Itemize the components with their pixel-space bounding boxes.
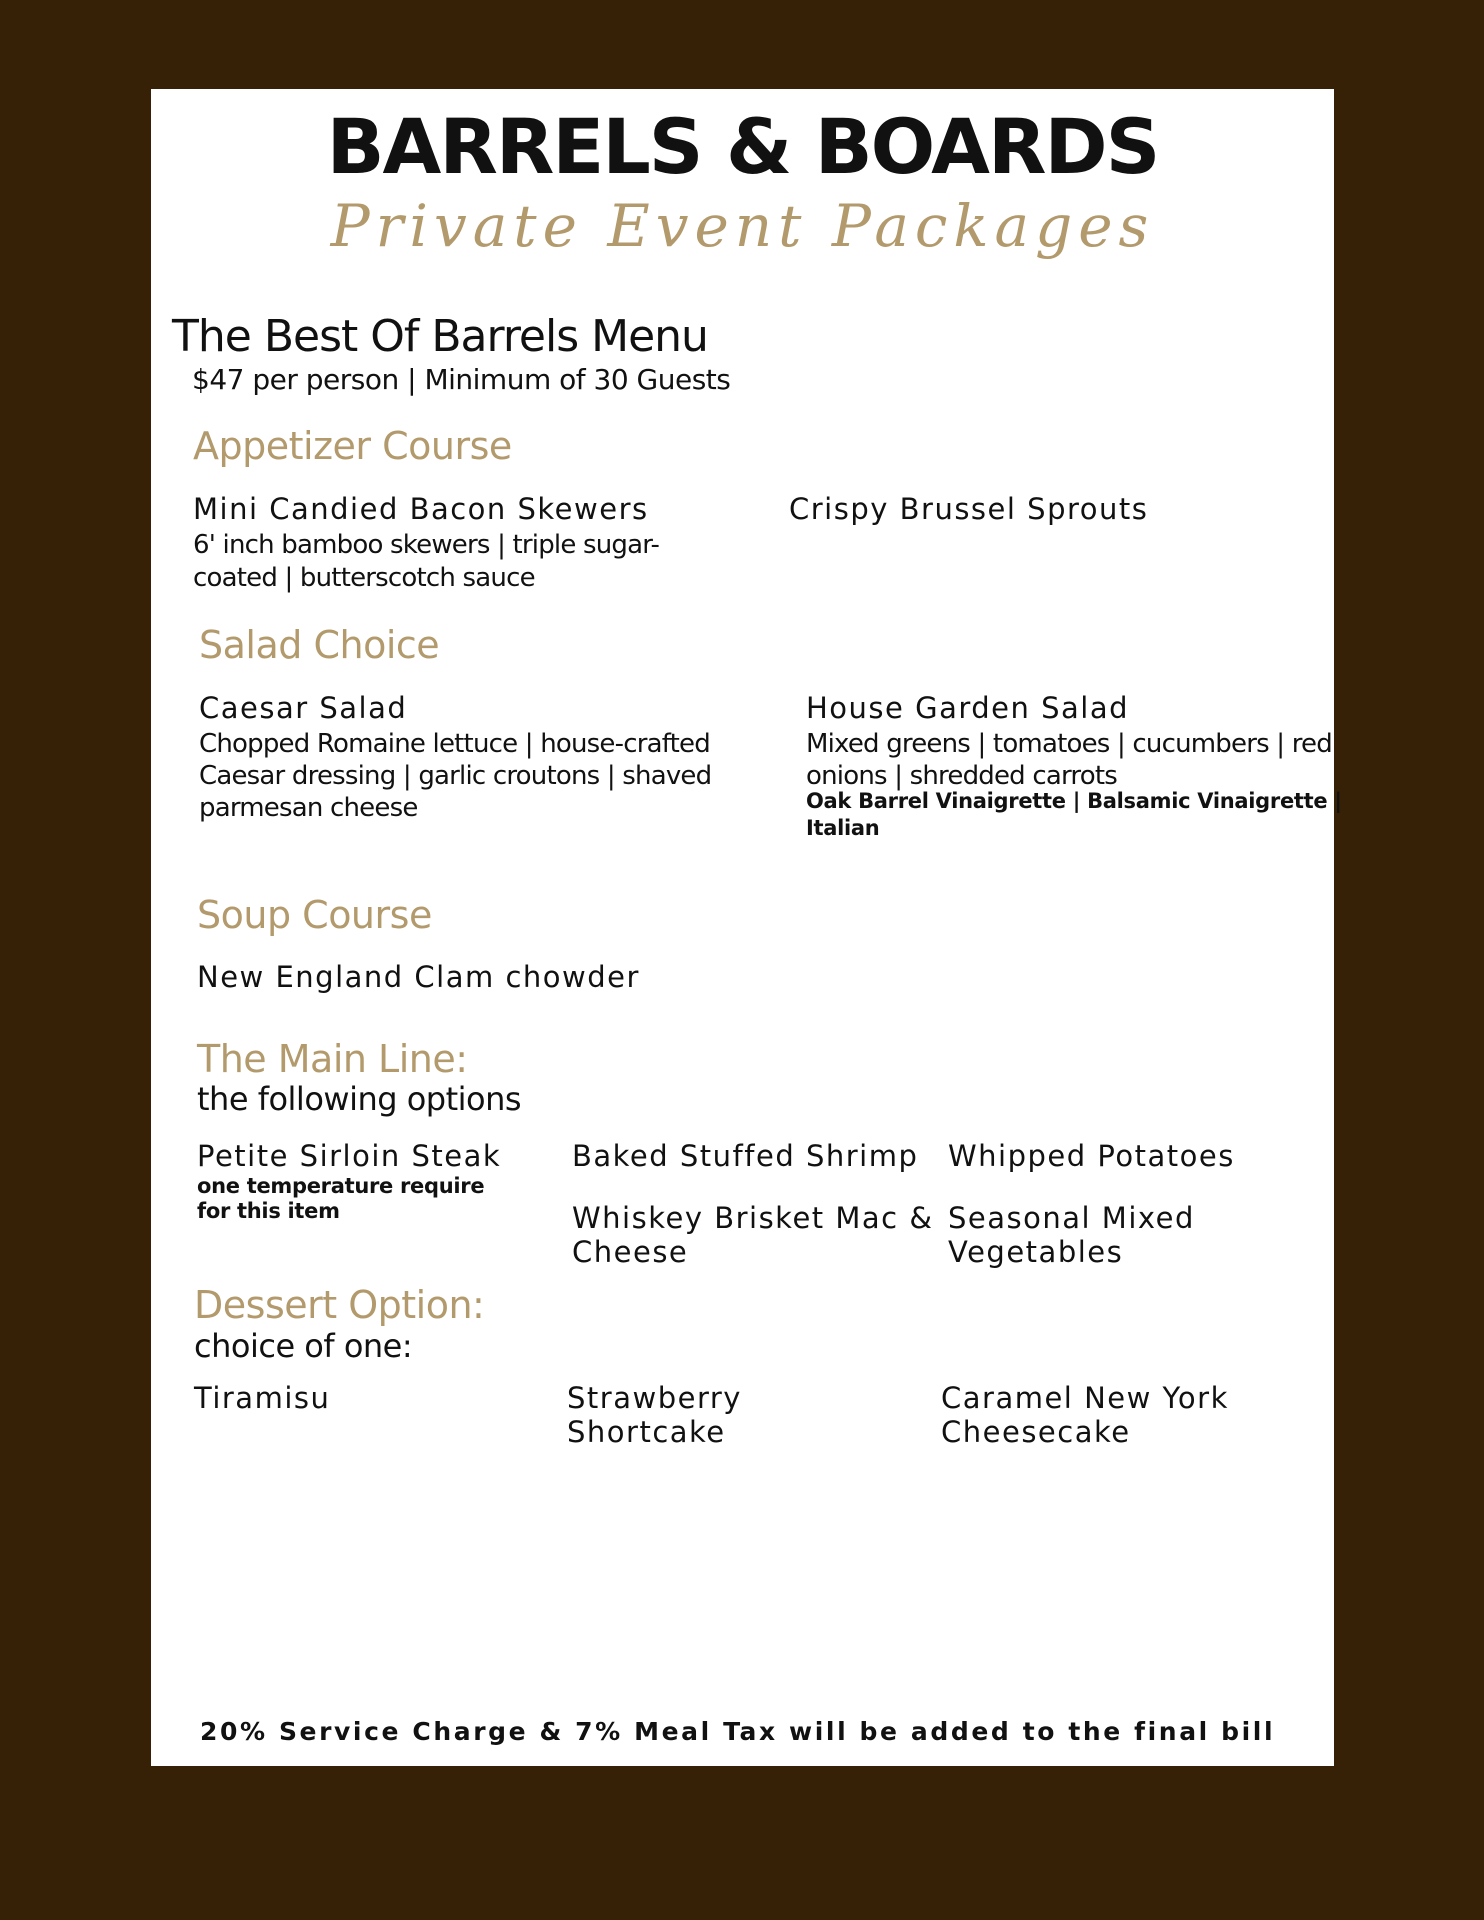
appetizer-item-bacon: Mini Candied Bacon Skewers	[193, 492, 649, 526]
main-item-steak: Petite Sirloin Steak	[197, 1139, 502, 1173]
dessert-item-tiramisu: Tiramisu	[194, 1381, 331, 1415]
menu-title: The Best Of Barrels Menu	[172, 311, 708, 362]
tagline: Private Event Packages	[330, 192, 1155, 260]
dessert-item-shortcake-1: Strawberry	[567, 1381, 742, 1415]
dessert-heading: Dessert Option:	[194, 1283, 485, 1327]
caesar-desc-1: Chopped Romaine lettuce | house-crafted	[199, 729, 710, 759]
service-charge-note: 20% Service Charge & 7% Meal Tax will be added to the final bill	[200, 1717, 1276, 1746]
garden-dressings-1: Oak Barrel Vinaigrette | Balsamic Vinaigrette |	[806, 789, 1342, 813]
main-item-mac-2: Cheese	[572, 1235, 689, 1269]
main-item-veg-2: Vegetables	[948, 1235, 1124, 1269]
soup-item: New England Clam chowder	[197, 960, 640, 994]
garden-desc-1: Mixed greens | tomatoes | cucumbers | red	[806, 729, 1332, 759]
menu-price-line: $47 per person | Minimum of 30 Guests	[192, 363, 731, 396]
dessert-item-cheesecake-1: Caramel New York	[941, 1381, 1229, 1415]
appetizer-bacon-desc-1: 6' inch bamboo skewers | triple sugar-	[193, 530, 660, 560]
garden-dressings-2: Italian	[806, 816, 880, 840]
garden-desc-2: onions | shredded carrots	[806, 761, 1117, 791]
appetizer-bacon-desc-2: coated | butterscotch sauce	[193, 563, 535, 593]
main-subheading: the following options	[197, 1080, 522, 1118]
soup-heading: Soup Course	[197, 893, 432, 937]
caesar-desc-2: Caesar dressing | garlic croutons | shaved	[199, 761, 712, 791]
menu-page	[151, 89, 1342, 1766]
main-heading: The Main Line:	[197, 1037, 468, 1081]
main-item-potatoes: Whipped Potatoes	[948, 1139, 1235, 1173]
caesar-desc-3: parmesan cheese	[199, 793, 418, 823]
salad-item-garden: House Garden Salad	[806, 691, 1130, 725]
appetizer-heading: Appetizer Course	[193, 424, 512, 468]
steak-note-1: one temperature require	[197, 1174, 485, 1198]
steak-note-2: for this item	[197, 1199, 340, 1223]
salad-heading: Salad Choice	[199, 623, 440, 667]
main-item-veg-1: Seasonal Mixed	[948, 1201, 1195, 1235]
appetizer-item-brussel: Crispy Brussel Sprouts	[789, 492, 1149, 526]
main-item-shrimp: Baked Stuffed Shrimp	[572, 1139, 919, 1173]
dessert-item-cheesecake-2: Cheesecake	[941, 1415, 1131, 1449]
main-item-mac-1: Whiskey Brisket Mac &	[572, 1201, 934, 1235]
dessert-item-shortcake-2: Shortcake	[567, 1415, 726, 1449]
dessert-subheading: choice of one:	[194, 1327, 413, 1365]
salad-item-caesar: Caesar Salad	[199, 691, 408, 725]
brand-title: BARRELS & BOARDS	[326, 102, 1159, 191]
